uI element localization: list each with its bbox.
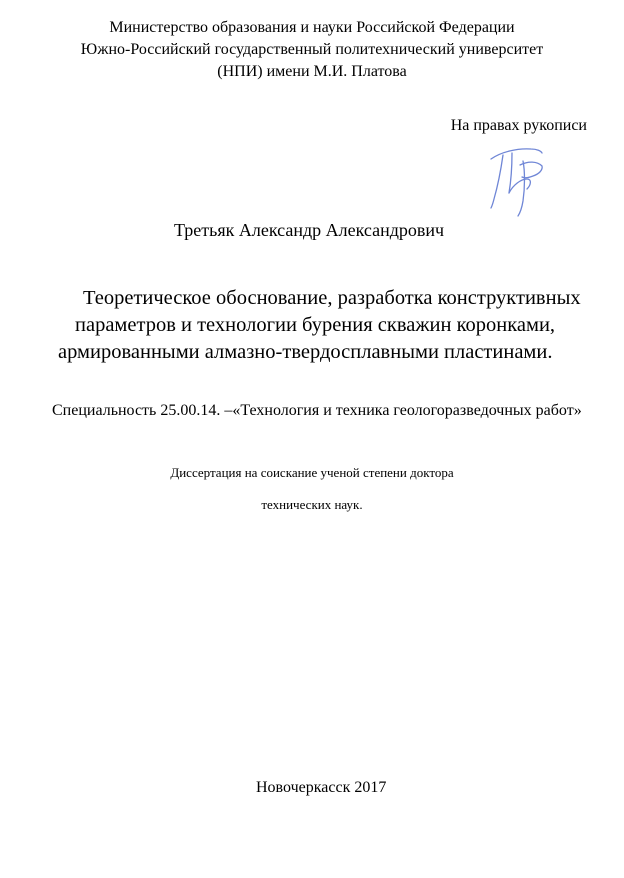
ministry-line: Министерство образования и науки Российской Федерации <box>109 19 515 36</box>
university-line: Южно-Российский государственный политехнический университет <box>80 41 544 58</box>
title-line-3: армированными алмазно-твердосплавными пластинами. <box>58 341 553 363</box>
title-line-2: параметров и технологии бурения скважин коронками, <box>75 314 556 336</box>
dissertation-line-2: технических наук. <box>261 497 363 512</box>
title-line-1: Теоретическое обоснование, разработка конструктивных <box>83 287 581 309</box>
signature-icon <box>487 143 545 217</box>
specialty-line: Специальность 25.00.14. –«Технология и техника геологоразведочных работ» <box>52 402 582 419</box>
author-name: Третьяк Александр Александрович <box>174 220 445 240</box>
university-name-line: (НПИ) имени М.И. Платова <box>217 63 407 80</box>
manuscript-note: На правах рукописи <box>450 117 587 134</box>
city-year: Новочеркасск 2017 <box>256 779 387 796</box>
dissertation-line-1: Диссертация на соискание ученой степени доктора <box>170 465 454 480</box>
